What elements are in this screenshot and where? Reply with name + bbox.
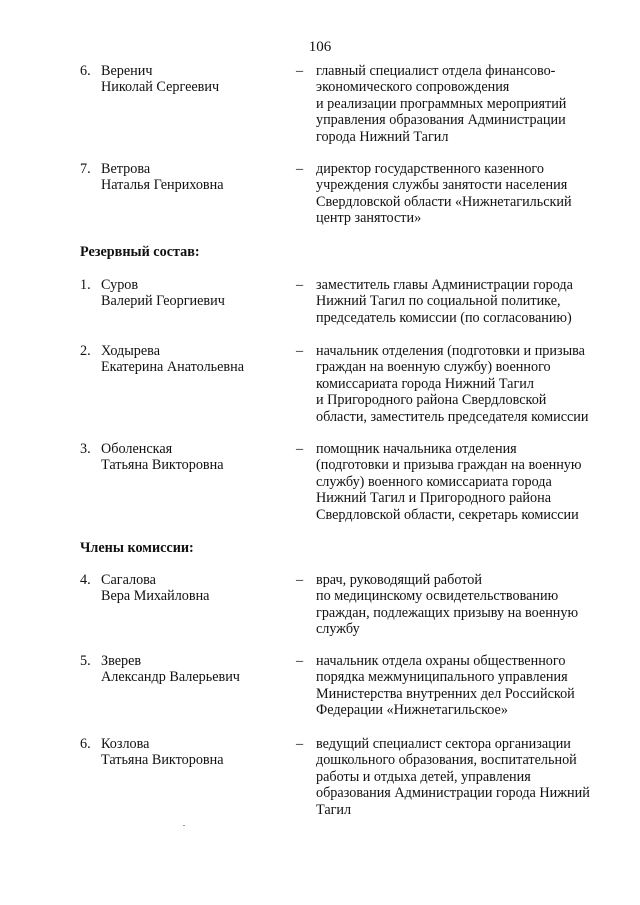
item-number: 6.: [80, 736, 91, 752]
dash-separator: –: [296, 161, 304, 177]
dash-separator: –: [296, 572, 304, 588]
section-heading-members: Члены комиссии:: [80, 540, 194, 556]
item-number: 4.: [80, 572, 91, 588]
dash-separator: –: [296, 343, 304, 359]
person-role: начальник отделения (подготовки и призыва граждан на военную службу) военного комиссариата города Нижний Тагил и Пригородного района Свердловской области, заместитель председателя комиссии: [316, 343, 589, 425]
person-role: ведущий специалист сектора организации дошкольного образования, воспитательной работы и отдыха детей, управления образования Администрации города Нижний Тагил: [316, 736, 590, 818]
dash-separator: –: [296, 736, 304, 752]
scan-speck: [183, 825, 185, 826]
person-role: директор государственного казенного учреждения службы занятости населения Свердловской области «Нижнетагильский центр занятости»: [316, 161, 572, 227]
person-name: Оболенская Татьяна Викторовна: [101, 441, 224, 474]
item-number: 1.: [80, 277, 91, 293]
person-name: Ветрова Наталья Генриховна: [101, 161, 224, 194]
person-name: Зверев Александр Валерьевич: [101, 653, 240, 686]
page-number: 106: [308, 39, 332, 55]
item-number: 5.: [80, 653, 91, 669]
item-number: 3.: [80, 441, 91, 457]
item-number: 2.: [80, 343, 91, 359]
item-number: 7.: [80, 161, 91, 177]
dash-separator: –: [296, 277, 304, 293]
section-heading-reserve: Резервный состав:: [80, 244, 200, 260]
item-number: 6.: [80, 63, 91, 79]
person-role: помощник начальника отделения (подготовки и призыва граждан на военную службу) военного комиссариата города Нижний Тагил и Пригородного района Свердловской области, секретарь комиссии: [316, 441, 582, 523]
person-role: главный специалист отдела финансово- экономического сопровождения и реализации программных мероприятий управления образования Администрации города Нижний Тагил: [316, 63, 567, 145]
dash-separator: –: [296, 441, 304, 457]
person-role: врач, руководящий работой по медицинскому освидетельствованию граждан, подлежащих призыву на военную службу: [316, 572, 579, 638]
dash-separator: –: [296, 63, 304, 79]
dash-separator: –: [296, 653, 304, 669]
person-name: Ходырева Екатерина Анатольевна: [101, 343, 245, 376]
person-role: заместитель главы Администрации города Нижний Тагил по социальной политике, председатель комиссии (по согласованию): [316, 277, 573, 326]
person-role: начальник отдела охраны общественного порядка межмуниципального управления Министерства внутренних дел Российской Федерации «Нижнетагильское»: [316, 653, 575, 719]
person-name: Козлова Татьяна Викторовна: [101, 736, 224, 769]
person-name: Сагалова Вера Михайловна: [101, 572, 210, 605]
person-name: Веренич Николай Сергеевич: [101, 63, 220, 96]
person-name: Суров Валерий Георгиевич: [101, 277, 225, 310]
